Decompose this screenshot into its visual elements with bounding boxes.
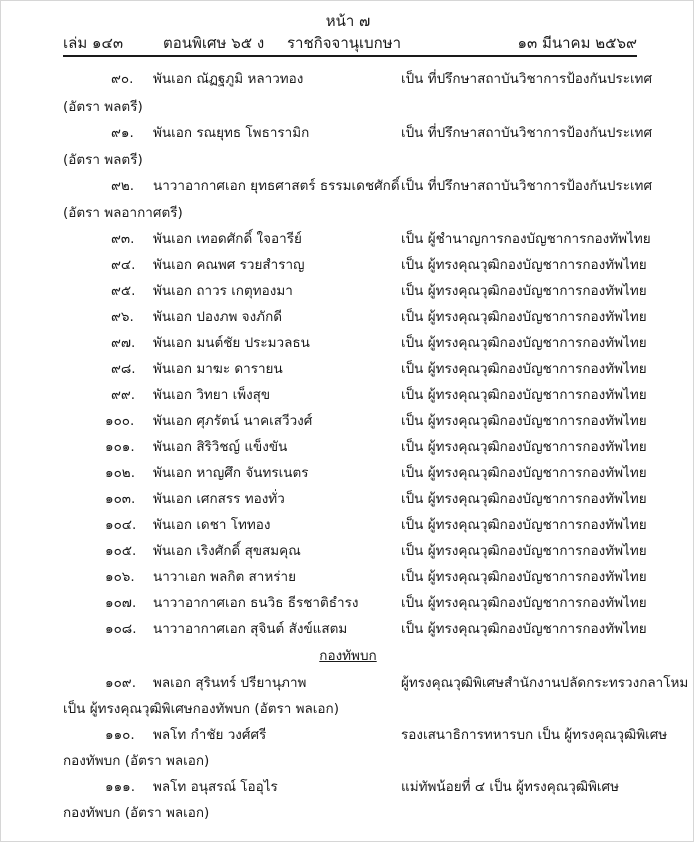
list-item bbox=[71, 461, 647, 483]
entry-name: พันเอก ถาวร เกตุทองมา bbox=[153, 283, 293, 299]
list-item bbox=[71, 617, 647, 639]
entry-name: พันเอก มนต์ชัย ประมวลธน bbox=[153, 335, 310, 351]
entry-number: ๑๐๒. bbox=[105, 465, 135, 481]
list-item-continuation bbox=[63, 697, 637, 719]
entry-position: เป็น ผู้ทรงคุณวุฒิกองบัญชาการกองทัพไทย bbox=[401, 439, 647, 455]
entry-number: ๙๑. bbox=[111, 125, 134, 141]
entry-position: เป็น ผู้ทรงคุณวุฒิกองบัญชาการกองทัพไทย bbox=[401, 595, 647, 611]
entry-name: พันเอก รณยุทธ โพธารามิก bbox=[153, 125, 310, 141]
entry-number: ๙๗. bbox=[111, 335, 136, 351]
entry-number: ๑๐๖. bbox=[105, 569, 135, 585]
list-item-continuation bbox=[63, 749, 637, 771]
list-item-continuation bbox=[63, 95, 637, 117]
list-item bbox=[71, 487, 647, 509]
list-item bbox=[71, 331, 647, 353]
list-item bbox=[71, 513, 647, 535]
entry-name: พันเอก มาฆะ ดารายน bbox=[153, 361, 283, 377]
entry-name: พันเอก หาญศึก จันทรเนตร bbox=[153, 465, 309, 481]
list-item-continuation bbox=[63, 148, 637, 170]
entry-position: เป็น ผู้ทรงคุณวุฒิกองบัญชาการกองทัพไทย bbox=[401, 413, 647, 429]
section-heading bbox=[1, 644, 694, 666]
entry-position: เป็น ผู้ทรงคุณวุฒิกองบัญชาการกองทัพไทย bbox=[401, 387, 647, 403]
entry-name: พันเอก สิริวิชญ์ แข็งขัน bbox=[153, 439, 288, 455]
entry-name: พลเอก สุรินทร์ ปรียานุภาพ bbox=[153, 675, 307, 691]
entry-position: เป็น ผู้ทรงคุณวุฒิกองบัญชาการกองทัพไทย bbox=[401, 283, 647, 299]
entry-number: ๑๐๓. bbox=[105, 491, 136, 507]
entry-number: ๙๐. bbox=[111, 71, 134, 87]
list-item bbox=[71, 591, 647, 613]
entry-position: เป็น ผู้ทรงคุณวุฒิกองบัญชาการกองทัพไทย bbox=[401, 491, 647, 507]
entry-name: นาวาอากาศเอก ธนวิธ ธีรชาติธำรง bbox=[153, 595, 359, 611]
entry-name: นาวาอากาศเอก สุจินต์ สังข์แสตม bbox=[153, 621, 348, 637]
list-item bbox=[71, 409, 647, 431]
header-date: ๑๓ มีนาคม ๒๕๖๙ bbox=[517, 34, 637, 52]
entry-number: ๑๐๘. bbox=[105, 621, 137, 637]
list-item bbox=[71, 174, 653, 196]
entry-number: ๙๖. bbox=[111, 309, 134, 325]
section-army-title: กองทัพบก bbox=[319, 648, 377, 664]
entry-number: ๑๑๐. bbox=[105, 727, 135, 743]
entry-number: ๑๐๙. bbox=[105, 675, 136, 691]
entry-name: พันเอก ศุภรัตน์ นาคเสวีวงศ์ bbox=[153, 413, 313, 429]
entry-position: เป็น ผู้ทรงคุณวุฒิกองบัญชาการกองทัพไทย bbox=[401, 543, 647, 559]
entry-name: นาวาเอก พลกิต สาหร่าย bbox=[153, 569, 297, 585]
entry-name: พันเอก เทอดศักดิ์ ใจอารีย์ bbox=[153, 231, 302, 247]
entry-name: พลโท กำชัย วงศ์ศรี bbox=[153, 727, 267, 743]
list-item bbox=[71, 435, 647, 457]
list-item bbox=[71, 227, 651, 249]
entry-number: ๙๕. bbox=[111, 283, 136, 299]
list-item bbox=[71, 121, 653, 143]
list-item bbox=[71, 775, 637, 797]
entry-position: เป็น ผู้ทรงคุณวุฒิกองบัญชาการกองทัพไทย bbox=[401, 257, 647, 273]
entry-position: เป็น ที่ปรึกษาสถาบันวิชาการป้องกันประเทศ bbox=[401, 71, 653, 87]
entry-name: พันเอก เศกสรร ทองทั่ว bbox=[153, 491, 285, 507]
entry-name: นาวาอากาศเอก ยุทธศาสตร์ ธรรมเดชศักดิ์ bbox=[153, 178, 400, 194]
entry-number: ๙๓. bbox=[111, 231, 135, 247]
entry-position: เป็น ผู้ทรงคุณวุฒิกองบัญชาการกองทัพไทย bbox=[401, 621, 647, 637]
header-publication: ราชกิจจานุเบกษา bbox=[287, 34, 402, 52]
entry-name: พันเอก ณัฏฐภูมิ หลาวทอง bbox=[153, 71, 304, 87]
list-item bbox=[71, 253, 647, 275]
entry-rank: (อัตรา พลอากาศตรี) bbox=[63, 205, 183, 221]
entry-new-position: เป็น ผู้ทรงคุณวุฒิพิเศษกองทัพบก (อัตรา พลเอก) bbox=[63, 701, 339, 717]
list-item bbox=[71, 67, 653, 89]
entry-new-position: กองทัพบก (อัตรา พลเอก) bbox=[63, 805, 210, 821]
entry-name: พันเอก คณพศ รวยสำราญ bbox=[153, 257, 305, 273]
entry-name: พลโท อนุสรณ์ โออุไร bbox=[153, 779, 278, 795]
entry-name: พันเอก ปองภพ จงภักดี bbox=[153, 309, 283, 325]
entry-position: เป็น ผู้ทรงคุณวุฒิกองบัญชาการกองทัพไทย bbox=[401, 309, 647, 325]
entry-position: เป็น ผู้ทรงคุณวุฒิกองบัญชาการกองทัพไทย bbox=[401, 465, 647, 481]
entry-position: เป็น ผู้ทรงคุณวุฒิกองบัญชาการกองทัพไทย bbox=[401, 335, 647, 351]
entry-position: เป็น ผู้ทรงคุณวุฒิกองบัญชาการกองทัพไทย bbox=[401, 569, 647, 585]
page-number: หน้า ๗ bbox=[325, 12, 371, 30]
list-item bbox=[71, 279, 647, 301]
header-volume: เล่ม ๑๔๓ bbox=[63, 34, 124, 52]
entry-position: เป็น ผู้ชำนาญการกองบัญชาการกองทัพไทย bbox=[401, 231, 651, 247]
entry-rank: (อัตรา พลตรี) bbox=[63, 152, 143, 168]
entry-number: ๙๙. bbox=[111, 387, 136, 403]
entry-number: ๑๐๐. bbox=[105, 413, 135, 429]
entry-number: ๑๐๔. bbox=[105, 517, 137, 533]
list-item bbox=[71, 305, 647, 327]
header-issue: ตอนพิเศษ ๖๕ ง bbox=[163, 34, 265, 52]
page-header bbox=[63, 31, 637, 53]
entry-position: รองเสนาธิการทหารบก เป็น ผู้ทรงคุณวุฒิพิเศษ bbox=[401, 727, 668, 743]
entry-name: พันเอก เริงศักดิ์ สุขสมคุณ bbox=[153, 543, 301, 559]
list-item bbox=[71, 357, 647, 379]
entry-position: เป็น ผู้ทรงคุณวุฒิกองบัญชาการกองทัพไทย bbox=[401, 517, 647, 533]
entry-number: ๑๐๗. bbox=[105, 595, 137, 611]
entry-position: ผู้ทรงคุณวุฒิพิเศษสำนักงานปลัดกระทรวงกลาโหม bbox=[401, 675, 689, 691]
entry-name: พันเอก วิทยา เพ็งสุข bbox=[153, 387, 271, 403]
entry-new-position: กองทัพบก (อัตรา พลเอก) bbox=[63, 753, 210, 769]
entry-position: เป็น ผู้ทรงคุณวุฒิกองบัญชาการกองทัพไทย bbox=[401, 361, 647, 377]
entry-position: เป็น ที่ปรึกษาสถาบันวิชาการป้องกันประเทศ bbox=[401, 178, 653, 194]
entry-number: ๑๐๕. bbox=[105, 543, 137, 559]
entry-name: พันเอก เดชา โททอง bbox=[153, 517, 271, 533]
entry-position: เป็น ที่ปรึกษาสถาบันวิชาการป้องกันประเทศ bbox=[401, 125, 653, 141]
list-item-continuation bbox=[63, 201, 637, 223]
list-item-continuation bbox=[63, 801, 637, 823]
header-rule bbox=[63, 55, 637, 57]
list-item bbox=[71, 565, 647, 587]
list-item bbox=[71, 383, 647, 405]
entry-position: แม่ทัพน้อยที่ ๔ เป็น ผู้ทรงคุณวุฒิพิเศษ bbox=[401, 779, 620, 795]
list-item bbox=[71, 723, 668, 745]
list-item bbox=[71, 539, 647, 561]
entry-number: ๙๒. bbox=[111, 178, 135, 194]
entry-rank: (อัตรา พลตรี) bbox=[63, 99, 143, 115]
list-item bbox=[71, 671, 689, 693]
entry-number: ๙๔. bbox=[111, 257, 136, 273]
entry-number: ๑๐๑. bbox=[105, 439, 135, 455]
entry-number: ๑๑๑. bbox=[105, 779, 135, 795]
entry-number: ๙๘. bbox=[111, 361, 136, 377]
